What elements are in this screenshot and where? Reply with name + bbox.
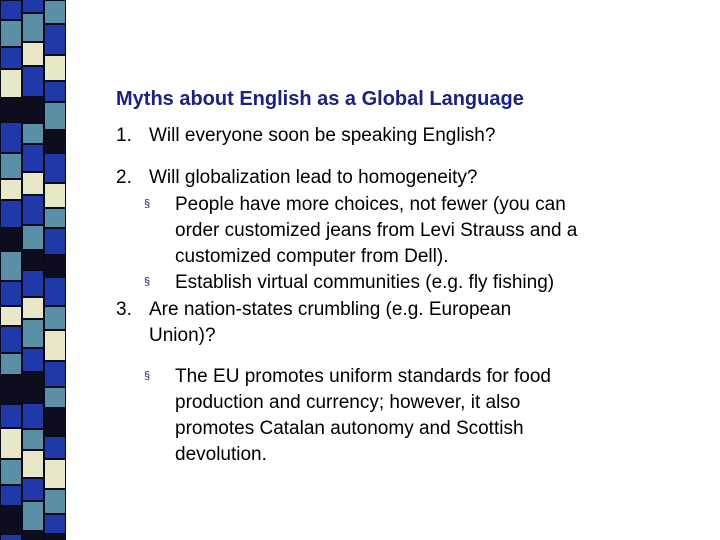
decorative-tile bbox=[0, 485, 22, 506]
list-item-text bbox=[149, 297, 511, 349]
decorative-tile bbox=[0, 251, 22, 281]
text-line: production and currency; however, it also bbox=[175, 392, 521, 413]
decorative-tile bbox=[22, 531, 44, 540]
bullet-icon: § bbox=[144, 198, 151, 210]
decorative-tile bbox=[44, 514, 66, 534]
decorative-tile bbox=[0, 153, 22, 179]
text-line: People have more choices, not fewer (you can bbox=[175, 194, 566, 215]
bullet-icon: § bbox=[144, 370, 151, 382]
decorative-tile bbox=[0, 353, 22, 375]
decorative-tile bbox=[0, 47, 22, 69]
decorative-tile bbox=[44, 130, 66, 153]
decorative-tile bbox=[22, 144, 44, 172]
decorative-tile bbox=[22, 429, 44, 450]
decorative-tile bbox=[44, 277, 66, 306]
list-item-text: Will everyone soon be speaking English? bbox=[149, 125, 496, 146]
decorative-tile bbox=[0, 98, 22, 122]
decorative-tile bbox=[44, 330, 66, 361]
decorative-tile bbox=[44, 228, 66, 255]
decorative-tile bbox=[44, 208, 66, 228]
decorative-tile bbox=[44, 459, 66, 489]
decorative-tile bbox=[22, 13, 44, 42]
decorative-tile bbox=[22, 250, 44, 270]
sub-item-text bbox=[175, 364, 551, 468]
text-line: devolution. bbox=[175, 444, 267, 465]
decorative-tile bbox=[44, 24, 66, 55]
decorative-tile bbox=[44, 534, 66, 540]
decorative-tile bbox=[44, 55, 66, 81]
decorative-tile bbox=[22, 97, 44, 123]
list-item-number: 1. bbox=[116, 125, 132, 146]
decorative-tile bbox=[44, 489, 66, 514]
decorative-tile bbox=[44, 153, 66, 183]
decorative-tile bbox=[44, 361, 66, 387]
decorative-tile bbox=[44, 0, 66, 24]
decorative-tile bbox=[22, 348, 44, 372]
decorative-tile bbox=[22, 270, 44, 297]
decorative-tile bbox=[0, 122, 22, 153]
decorative-tile bbox=[0, 306, 22, 326]
decorative-tile bbox=[0, 200, 22, 228]
decorative-tile bbox=[0, 20, 22, 47]
slide-title: Myths about English as a Global Language bbox=[116, 88, 524, 110]
decorative-tile bbox=[0, 506, 22, 534]
text-line: promotes Catalan autonomy and Scottish bbox=[175, 418, 524, 439]
decorative-tile bbox=[22, 501, 44, 531]
text-line: Establish virtual communities (e.g. fly fishing) bbox=[175, 272, 555, 293]
decorative-tile bbox=[44, 255, 66, 277]
decorative-tile bbox=[0, 459, 22, 485]
list-item-text: Will globalization lead to homogeneity? bbox=[149, 167, 478, 188]
decorative-tile bbox=[22, 372, 44, 403]
decorative-side-band bbox=[0, 0, 66, 540]
decorative-tile bbox=[22, 478, 44, 501]
decorative-tile bbox=[0, 281, 22, 306]
decorative-tile bbox=[44, 436, 66, 459]
decorative-tile bbox=[44, 102, 66, 130]
decorative-tile bbox=[22, 297, 44, 319]
decorative-tile bbox=[44, 81, 66, 102]
text-line: customized computer from Dell). bbox=[175, 246, 449, 267]
list-item-number: 3. bbox=[116, 299, 132, 320]
decorative-tile bbox=[0, 428, 22, 459]
decorative-tile bbox=[22, 195, 44, 225]
decorative-tile bbox=[0, 179, 22, 200]
decorative-tile bbox=[0, 228, 22, 251]
decorative-tile bbox=[22, 42, 44, 66]
decorative-tile bbox=[0, 326, 22, 353]
decorative-tile bbox=[22, 172, 44, 195]
sub-item-text bbox=[175, 192, 577, 270]
bullet-icon: § bbox=[144, 276, 151, 288]
decorative-tile bbox=[0, 375, 22, 404]
text-line: Union)? bbox=[149, 325, 216, 346]
decorative-tile bbox=[44, 183, 66, 208]
decorative-tile bbox=[22, 123, 44, 144]
text-line: The EU promotes uniform standards for food bbox=[175, 366, 551, 387]
decorative-tile bbox=[22, 225, 44, 250]
decorative-tile bbox=[22, 319, 44, 348]
decorative-tile bbox=[44, 387, 66, 408]
decorative-tile bbox=[0, 69, 22, 98]
decorative-tile bbox=[0, 404, 22, 428]
text-line: order customized jeans from Levi Strauss and a bbox=[175, 220, 578, 241]
decorative-tile bbox=[44, 408, 66, 436]
decorative-tile bbox=[44, 306, 66, 330]
text-line: Are nation-states crumbling (e.g. European bbox=[149, 299, 512, 320]
decorative-tile bbox=[0, 534, 22, 540]
decorative-tile bbox=[0, 0, 22, 20]
list-item-number: 2. bbox=[116, 167, 132, 188]
decorative-tile bbox=[22, 450, 44, 478]
sub-item-text bbox=[175, 270, 554, 296]
decorative-tile bbox=[22, 0, 44, 13]
decorative-tile bbox=[22, 66, 44, 97]
decorative-tile bbox=[22, 403, 44, 429]
